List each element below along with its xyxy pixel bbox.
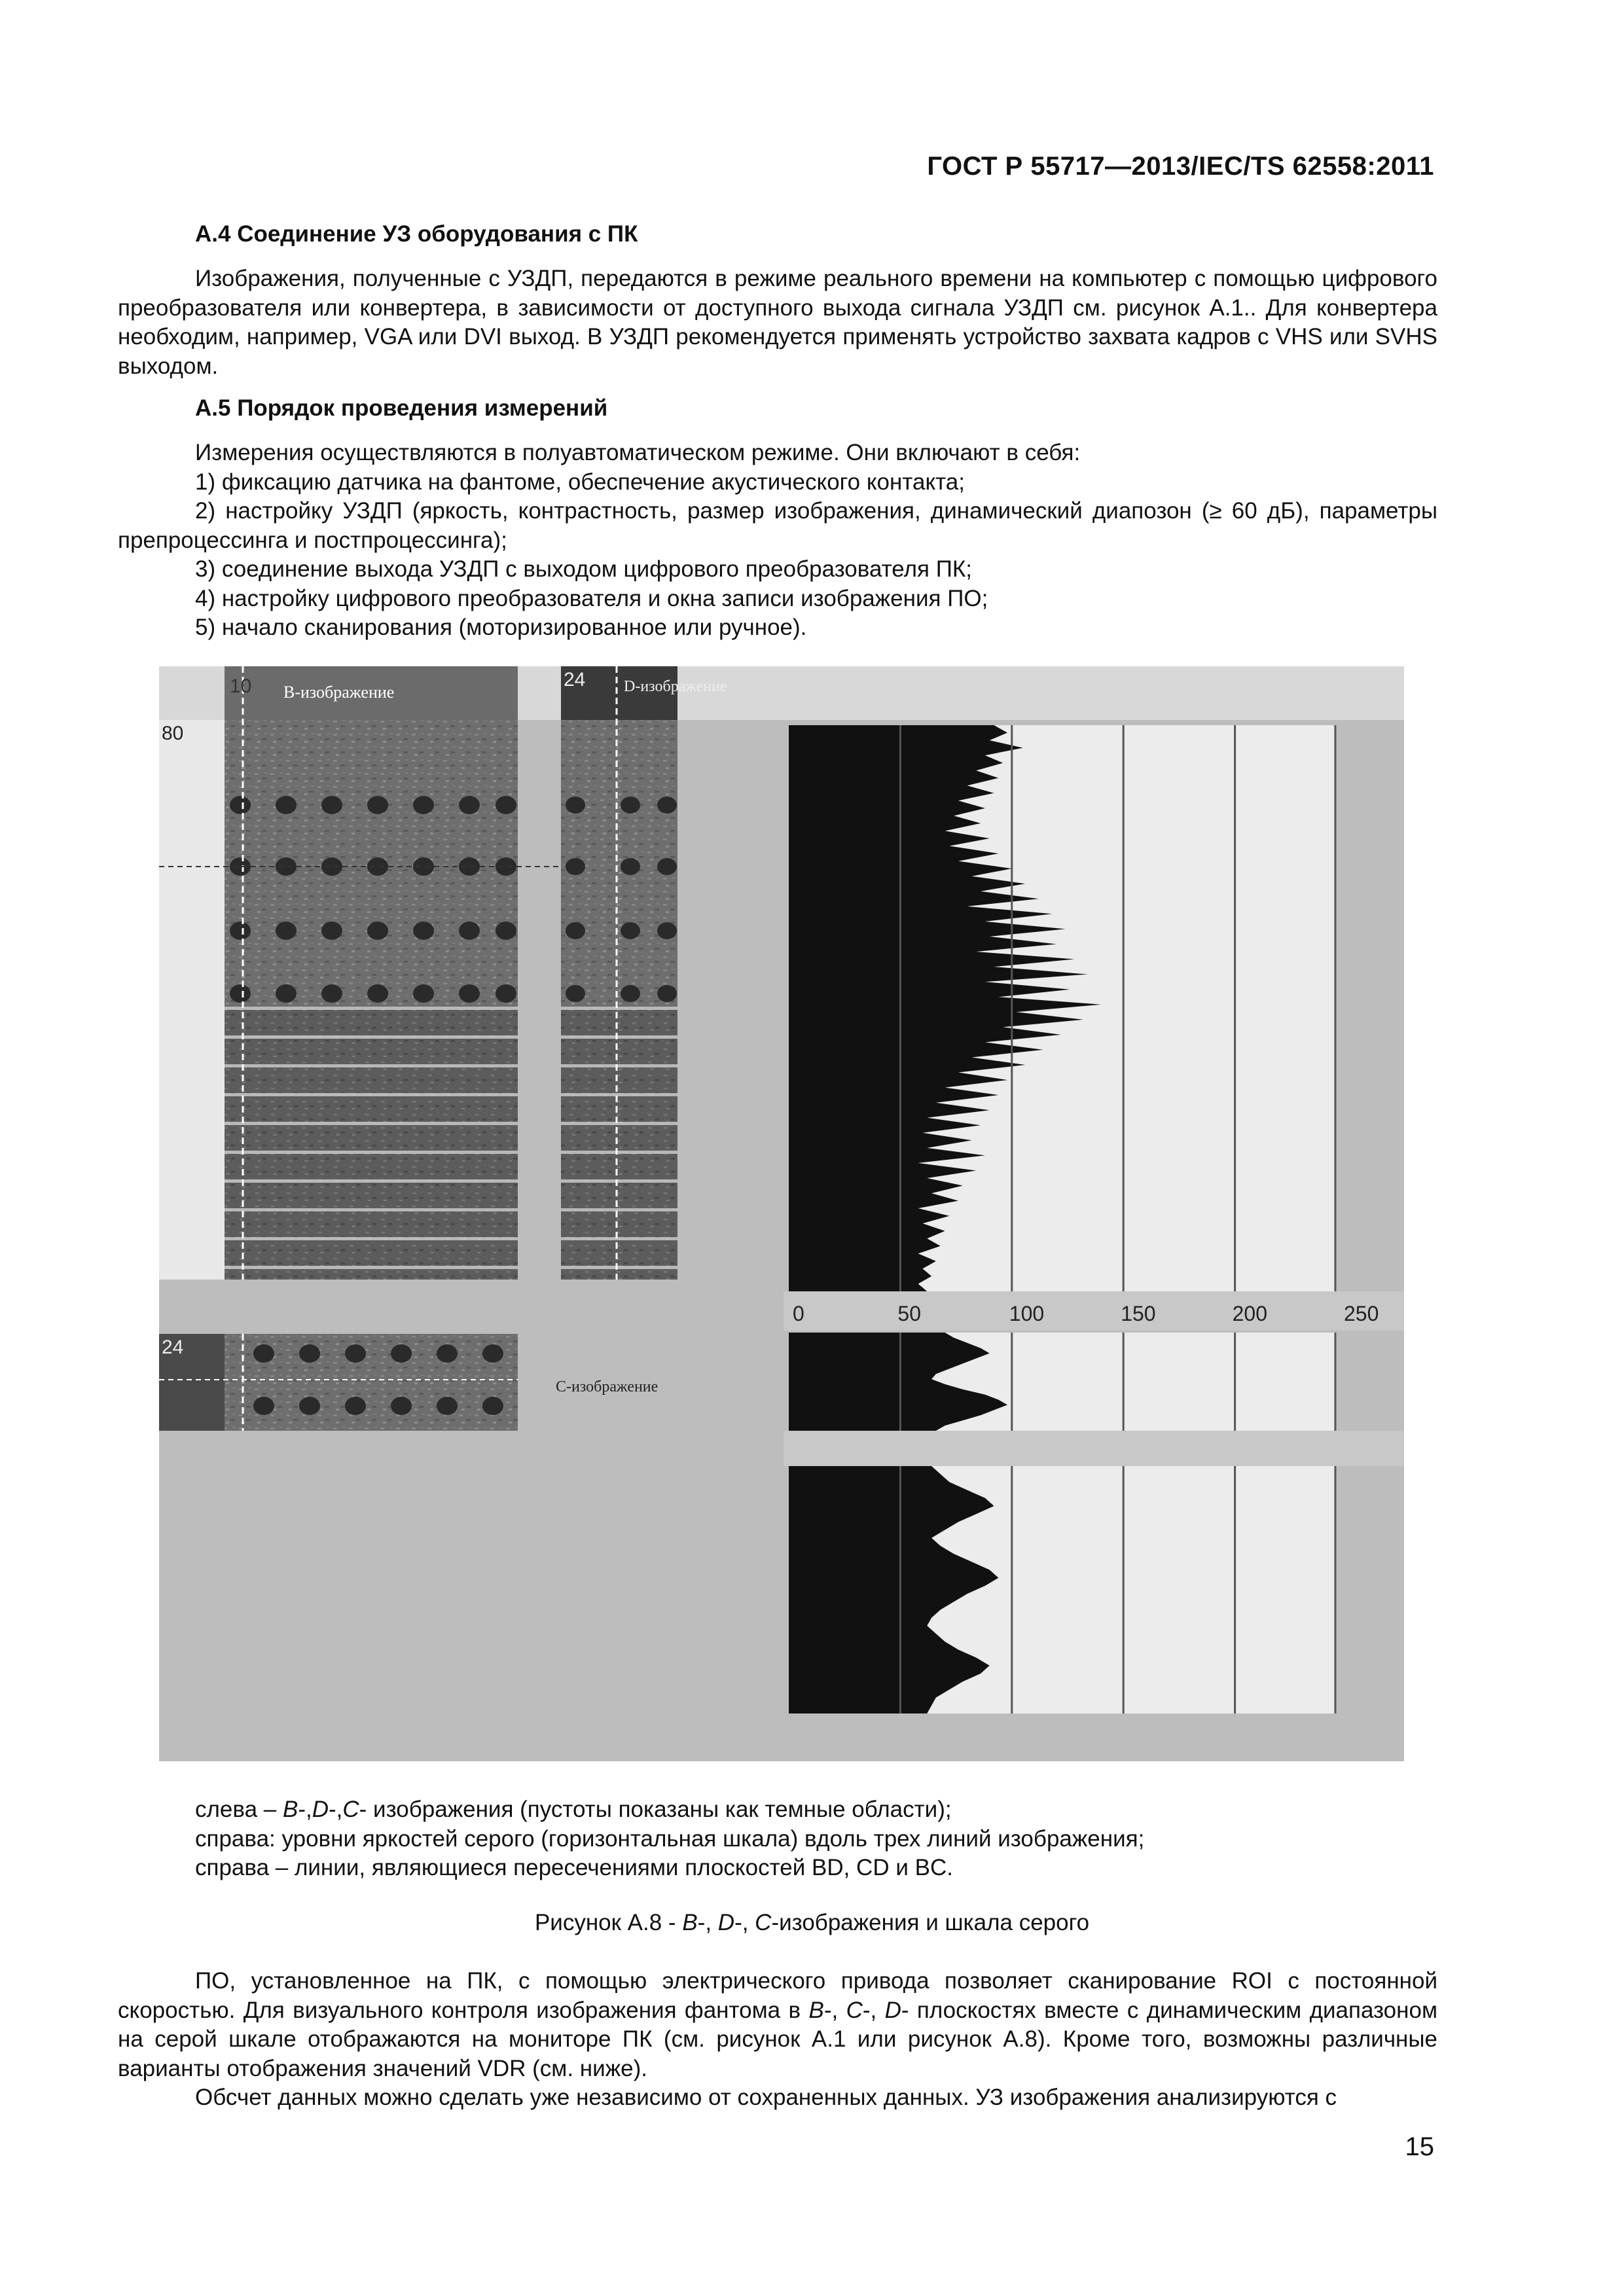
p1-letter-d: D [884, 1997, 901, 2023]
section-a5-title: А.5 Порядок проведения измерений [195, 395, 608, 421]
p1-part: ПО, установленное на ПК, с помощью электрического привода позволяет сканирование ROI с постоянной скоростью. Для визуального контроля изображения фантома в [118, 1968, 1437, 2023]
d-image-scanline [561, 1035, 677, 1039]
b-image-void [276, 922, 297, 940]
c-image-void [437, 1397, 458, 1415]
separator-strip [784, 1431, 1404, 1466]
b-image-void [413, 984, 434, 1003]
histogram-series-bc [789, 1466, 998, 1713]
section-a4-title: А.4 Соединение УЗ оборудования с ПК [195, 221, 638, 247]
c-image-void [345, 1397, 366, 1415]
b-image-void [459, 796, 480, 814]
section-a5-list [118, 439, 1437, 643]
list-item: 4) настройку цифрового преобразователя и окна записи изображения ПО; [195, 585, 988, 611]
d-image-void [566, 922, 585, 939]
figure-a8 [159, 666, 1404, 1761]
letter-c: C [342, 1797, 359, 1822]
caption-prefix: слева – [195, 1797, 283, 1822]
c-image-void [482, 1397, 503, 1415]
d-image-label: D-изображение [624, 678, 727, 695]
figure-title-prefix: Рисунок А.8 - [534, 1910, 683, 1935]
section-a5-intro: Измерения осуществляются в полуавтоматическом режиме. Они включают в себя: [195, 440, 1081, 465]
d-image-void [657, 922, 677, 939]
p1-part: - плоскостях вместе с динамическим диапазоном на серой шкале отображаются на мониторе ПК (см. рисунок А.1 или рисунок А.8). Кроме того, возможны различные варианты отображения значений VDR (см. ниже). [118, 1997, 1438, 2081]
section-a4-paragraph: Изображения, полученные с УЗДП, передаются в режиме реального времени на компьютер с помощью цифрового преобразователя или конвертера, в зависимости от доступного выхода сигнала УЗДП см. рисунок А.1.. Для конвертера необходим, например, VGA или DVI выход. В УЗДП рекомендуется применять устройство захвата кадров с VHS или SVHS выходом. [118, 266, 1437, 379]
page-number: 15 [1405, 2132, 1434, 2161]
paragraph-po [118, 1967, 1437, 2083]
paragraph-processing: Обсчет данных можно сделать уже независимо от сохраненных данных. УЗ изображения анализируются с [195, 2085, 1337, 2110]
b-image-void [321, 796, 342, 814]
caption-rest: изображения (пустоты показаны как темные области); [367, 1797, 952, 1822]
d-image-void [621, 922, 640, 939]
b-image-scanline [225, 1179, 518, 1183]
p1-letter-c: C [846, 1997, 863, 2023]
d-image-scanline [561, 1093, 677, 1096]
b-image-scanline [225, 1151, 518, 1154]
b-image-void [496, 984, 516, 1003]
b-image-void [413, 922, 434, 940]
figure-title-suffix: -изображения и шкала серого [771, 1910, 1090, 1935]
title-letter-b: B [682, 1910, 698, 1935]
letter-d: D [312, 1797, 329, 1822]
d-image-scanline [561, 1266, 677, 1269]
section-after-figure [118, 1967, 1437, 2113]
x-axis-strip [784, 1291, 1404, 1331]
c-image-void [391, 1397, 412, 1415]
d-image-scanline [561, 1237, 677, 1240]
x-tick-label: 250 [1344, 1302, 1379, 1325]
b-image-void [230, 984, 251, 1003]
bc-histogram-panel [789, 1466, 1335, 1713]
b-image-void [496, 796, 516, 814]
b-image-void [230, 922, 251, 940]
d-image-void [621, 985, 640, 1002]
list-item: 1) фиксацию датчика на фантоме, обеспечение акустического контакта; [195, 469, 965, 495]
c-image-void [437, 1344, 458, 1363]
d-image-void [657, 985, 677, 1002]
d-image-void [657, 797, 677, 814]
depth-label-80: 80 [162, 723, 184, 744]
d-image-number-24: 24 [564, 669, 586, 691]
x-tick-label: 200 [1232, 1302, 1267, 1325]
b-image-scanline [225, 1093, 518, 1096]
b-image-void [230, 796, 251, 814]
caption-line-right-levels: справа: уровни яркостей серого (горизонтальная шкала) вдоль трех линий изображения; [195, 1825, 1145, 1852]
document-code-header: ГОСТ Р 55717—2013/IEC/TS 62558:2011 [927, 152, 1434, 181]
d-image-scanline [561, 1151, 677, 1154]
c-image-label: C-изображение [556, 1378, 659, 1395]
d-image-scanline [561, 1179, 677, 1183]
letter-b: B [282, 1797, 298, 1822]
b-image-void [413, 796, 434, 814]
bd-histogram-panel [789, 725, 1335, 1291]
c-image-void [299, 1397, 320, 1415]
c-image-number-24: 24 [162, 1336, 184, 1358]
p1-part: -, [862, 1997, 885, 2023]
b-image-scanline [225, 1237, 518, 1240]
b-image-void [459, 922, 480, 940]
d-image-scanline [561, 1007, 677, 1010]
d-image-void [621, 797, 640, 814]
b-image-void [367, 796, 388, 814]
cd-histogram-panel [789, 1333, 1335, 1431]
b-image-void [496, 922, 516, 940]
b-image-void [367, 922, 388, 940]
p1-letter-b: B [808, 1997, 824, 2023]
d-image-void [566, 985, 585, 1002]
x-tick-label: 150 [1121, 1302, 1156, 1325]
c-image-void [253, 1397, 274, 1415]
figure-title: Рисунок А.8 - B-, D-, C-изображения и шкала серого [534, 1910, 1090, 1935]
x-tick-label: 50 [897, 1302, 921, 1325]
b-image-void [321, 922, 342, 940]
d-image-void [566, 858, 585, 875]
caption-line-left: слева – B-,D-,C- изображения (пустоты показаны как темные области); [195, 1797, 952, 1822]
p1-part: -, [823, 1997, 846, 2023]
section-a4-text [118, 264, 1437, 381]
b-image-void [276, 984, 297, 1003]
c-image-void [253, 1344, 274, 1363]
c-image [159, 1334, 518, 1431]
c-image-void [482, 1344, 503, 1363]
b-image-void [367, 984, 388, 1003]
d-image-void [621, 858, 640, 875]
c-image-void [299, 1344, 320, 1363]
caption-line-right-lines: справа – линии, являющиеся пересечениями плоскостей BD, CD и BC. [195, 1855, 953, 1880]
left-margin-panel [159, 720, 225, 1280]
d-image [561, 666, 677, 1280]
d-image-scanline [561, 1064, 677, 1067]
list-item: 5) начало сканирования (моторизированное или ручное). [195, 615, 807, 640]
b-image-scanline [225, 1035, 518, 1039]
d-image-void [566, 797, 585, 814]
d-image-scanline [561, 1208, 677, 1211]
figure-caption-notes [195, 1795, 1144, 1883]
list-item: 3) соединение выхода УЗДП с выходом цифрового преобразователя ПК; [195, 556, 972, 582]
b-image-scanline [225, 1208, 518, 1211]
c-image-void [391, 1344, 412, 1363]
b-image-void [321, 984, 342, 1003]
d-image-scanline [561, 1122, 677, 1125]
b-image-label: B-изображение [283, 683, 395, 702]
c-image-void [345, 1344, 366, 1363]
b-image-scanline [225, 1007, 518, 1010]
title-letter-d: D [717, 1910, 735, 1935]
title-letter-c: C [755, 1910, 772, 1935]
x-tick-label: 100 [1009, 1302, 1045, 1325]
b-image-scanline [225, 1064, 518, 1067]
b-image-depth-10: 10 [230, 675, 252, 697]
b-image-void [459, 984, 480, 1003]
x-tick-label: 0 [793, 1302, 804, 1325]
b-image-scanline [225, 1266, 518, 1269]
b-image-void [276, 796, 297, 814]
d-image-void [657, 858, 677, 875]
b-image-scanline [225, 1122, 518, 1125]
gray-level-chart [784, 725, 1404, 1713]
list-item: 2) настройку УЗДП (яркость, контрастность, размер изображения, динамический диапозон (≥ 60 дБ), параметры препроцессинга и постпроцессинга); [118, 498, 1437, 553]
